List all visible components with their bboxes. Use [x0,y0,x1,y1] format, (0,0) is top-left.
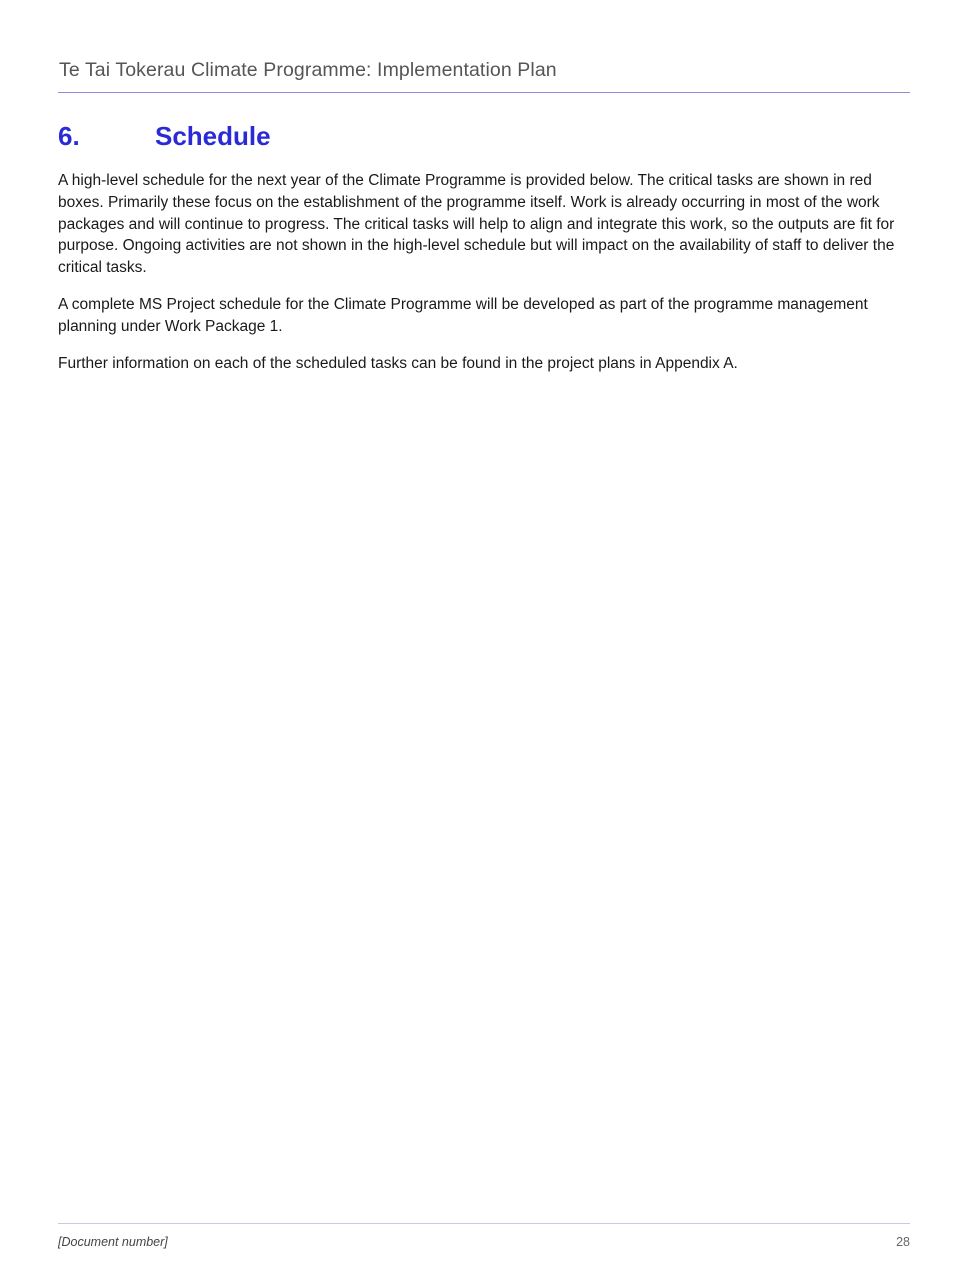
section-number: 6. [58,121,80,151]
document-title: Te Tai Tokerau Climate Programme: Implementation Plan [59,59,557,81]
page-header [58,58,910,93]
document-number: [Document number] [58,1235,168,1249]
paragraph-further-info: Further information on each of the scheduled tasks can be found in the project plans in Appendix A. [58,355,738,372]
section-title: Schedule [155,121,271,151]
page-number: 28 [896,1235,910,1249]
paragraph-ms-project: A complete MS Project schedule for the Climate Programme will be developed as part of the programme management planning under Work Package 1. [58,296,868,335]
paragraph-schedule-intro: A high-level schedule for the next year of the Climate Programme is provided below. The critical tasks are shown in red boxes. Primarily these focus on the establishment of the programme itself. Work is already occurring in most of the work packages and will continue to progress. The critical tasks will help to align and integrate this work, so the outputs are fit for purpose. Ongoing activities are not shown in the high-level schedule but will impact on the availability of staff to deliver the critical tasks. [58,172,895,277]
page-footer [58,1223,910,1254]
